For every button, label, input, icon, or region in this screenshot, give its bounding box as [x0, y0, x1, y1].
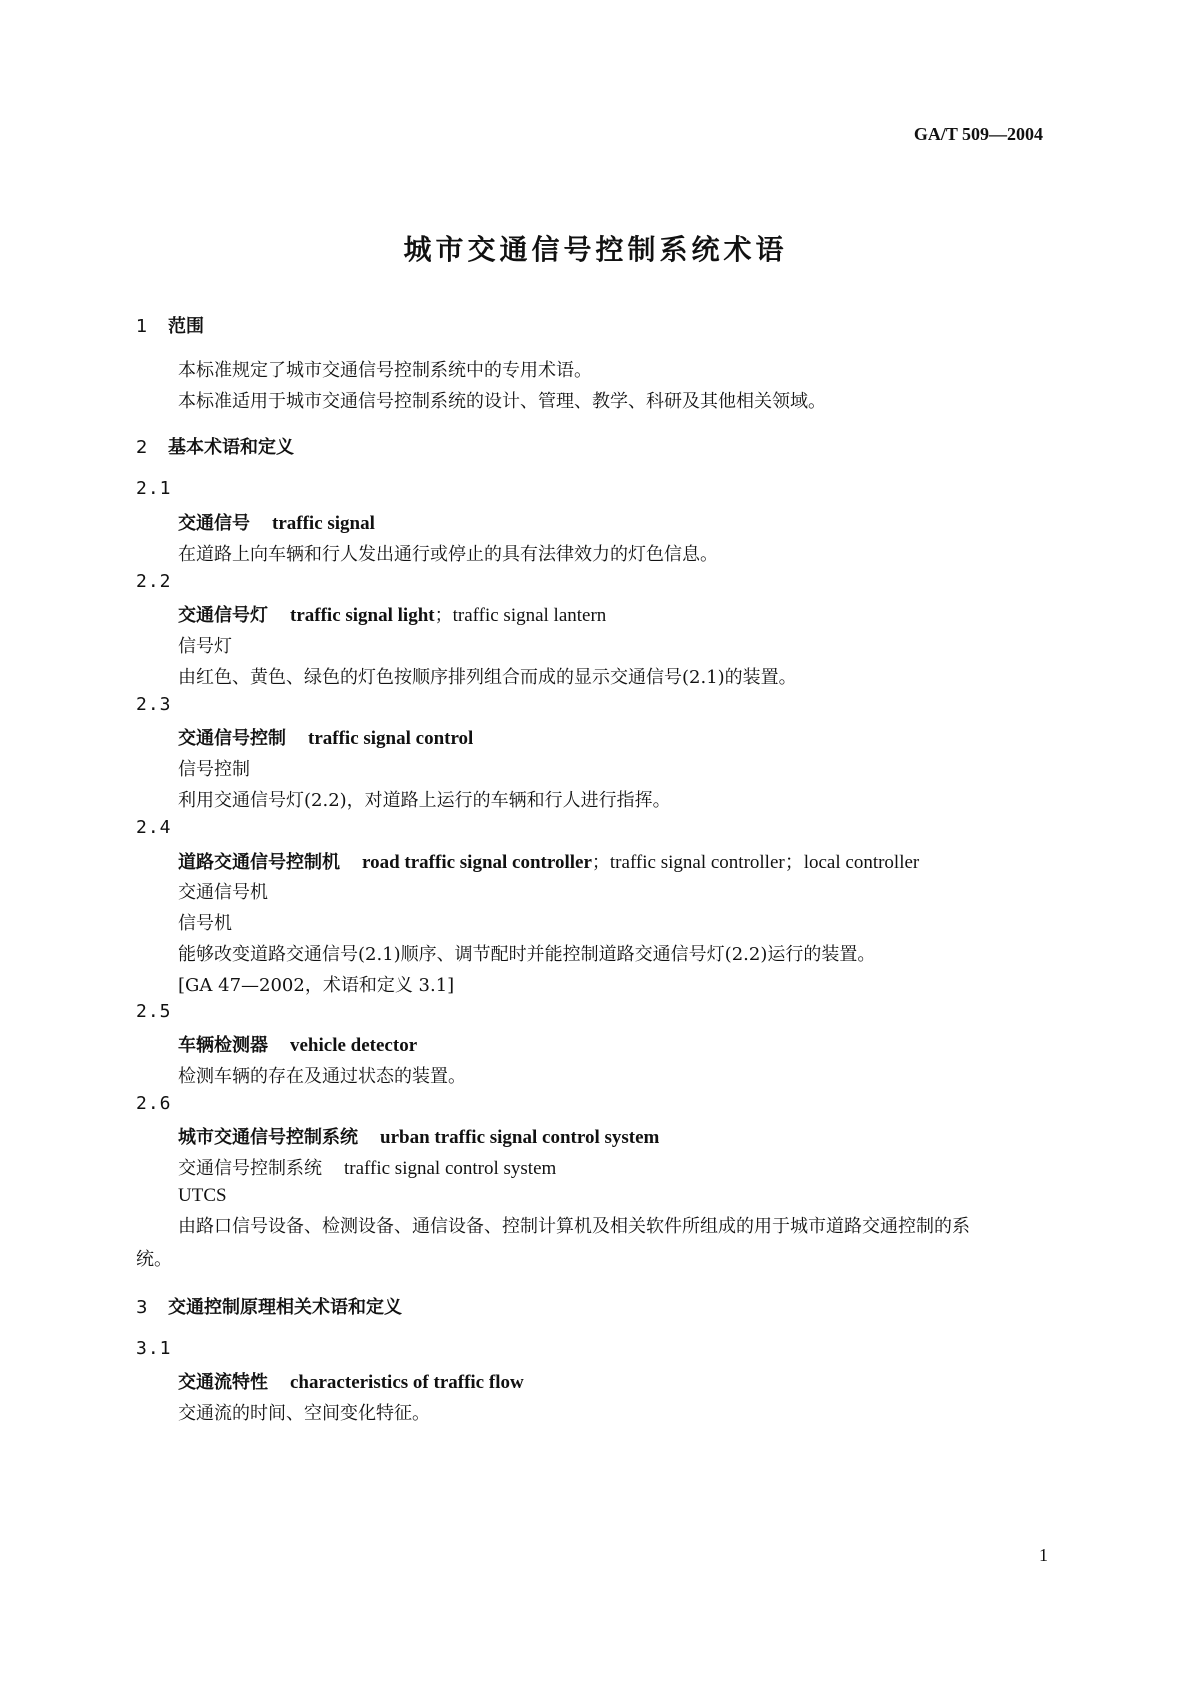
term-synonym: 信号灯 [178, 636, 232, 657]
section-title: 交通控制原理相关术语和定义 [168, 1297, 402, 1318]
section-title: 范围 [168, 316, 204, 337]
term-cn: 交通信号 [178, 513, 250, 534]
term-cn: 城市交通信号控制系统 [178, 1127, 358, 1148]
term-en: road traffic signal controller [362, 852, 592, 873]
clause-number: 2.2 [136, 571, 172, 592]
term-definition: 能够改变道路交通信号(2.1)顺序、调节配时并能控制道路交通信号灯(2.2)运行的装置。 [178, 944, 876, 965]
term-synonym [178, 1154, 556, 1180]
term-entry [178, 601, 606, 627]
document-title: 城市交通信号控制系统术语 [403, 233, 788, 266]
scope-paragraph-2: 本标准适用于城市交通信号控制系统的设计、管理、教学、科研及其他相关领域。 [178, 391, 826, 412]
term-synonym: 信号控制 [178, 759, 250, 780]
clause-number: 2.4 [136, 817, 172, 838]
term-separator: ； [434, 605, 453, 626]
section-title: 基本术语和定义 [168, 437, 294, 458]
term-entry [178, 1368, 524, 1394]
section-number: 1 [136, 316, 148, 337]
section-3-heading [136, 1293, 402, 1319]
clause-number: 2.1 [136, 478, 172, 499]
term-en: vehicle detector [290, 1035, 418, 1056]
term-definition: 由路口信号设备、检测设备、通信设备、控制计算机及相关软件所组成的用于城市道路交通控制的系统。 [136, 1216, 970, 1270]
term-en: traffic signal [272, 513, 375, 534]
term-cn: 交通信号控制 [178, 728, 286, 749]
clause-number: 3.1 [136, 1338, 172, 1359]
term-abbreviation: UTCS [178, 1185, 227, 1206]
term-definition: 交通流的时间、空间变化特征。 [178, 1403, 430, 1424]
term-synonym-en: traffic signal control system [344, 1158, 557, 1179]
term-en: traffic signal control [308, 728, 474, 749]
clause-number: 2.3 [136, 694, 172, 715]
term-synonym: 交通信号机 [178, 882, 268, 903]
section-1-heading [136, 312, 204, 338]
term-cn: 道路交通信号控制机 [178, 852, 340, 873]
term-en: characteristics of traffic flow [290, 1372, 524, 1393]
term-definition: 利用交通信号灯(2.2)，对道路上运行的车辆和行人进行指挥。 [178, 790, 671, 811]
term-en: urban traffic signal control system [380, 1127, 660, 1148]
term-cn: 交通信号灯 [178, 605, 268, 626]
term-en-alt: traffic signal controller；local controller [609, 852, 920, 873]
standard-code: GA/T 509—2004 [913, 124, 1043, 144]
term-synonym: 信号机 [178, 913, 232, 934]
term-definition: 由红色、黄色、绿色的灯色按顺序排列组合而成的显示交通信号(2.1)的装置。 [178, 667, 797, 688]
term-reference: [GA 47—2002，术语和定义 3.1] [178, 975, 455, 996]
clause-number: 2.6 [136, 1093, 172, 1114]
term-en: traffic signal light [290, 605, 435, 626]
term-definition: 检测车辆的存在及通过状态的装置。 [178, 1066, 466, 1087]
term-cn: 交通流特性 [178, 1372, 268, 1393]
scope-paragraph-1: 本标准规定了城市交通信号控制系统中的专用术语。 [178, 360, 592, 381]
term-entry [178, 1123, 659, 1149]
term-definition: 在道路上向车辆和行人发出通行或停止的具有法律效力的灯色信息。 [178, 544, 718, 565]
term-entry [178, 847, 919, 874]
term-entry [178, 509, 375, 535]
section-2-heading [136, 433, 294, 459]
term-separator: ； [591, 852, 610, 873]
clause-number: 2.5 [136, 1001, 172, 1022]
term-cn: 车辆检测器 [178, 1035, 268, 1056]
term-synonym-cn: 交通信号控制系统 [178, 1158, 322, 1179]
term-entry [178, 724, 473, 750]
section-number: 2 [136, 437, 148, 458]
term-entry [178, 1031, 417, 1057]
page-number: 1 [1039, 1545, 1048, 1565]
term-en-alt: traffic signal lantern [452, 605, 607, 626]
section-number: 3 [136, 1297, 148, 1318]
